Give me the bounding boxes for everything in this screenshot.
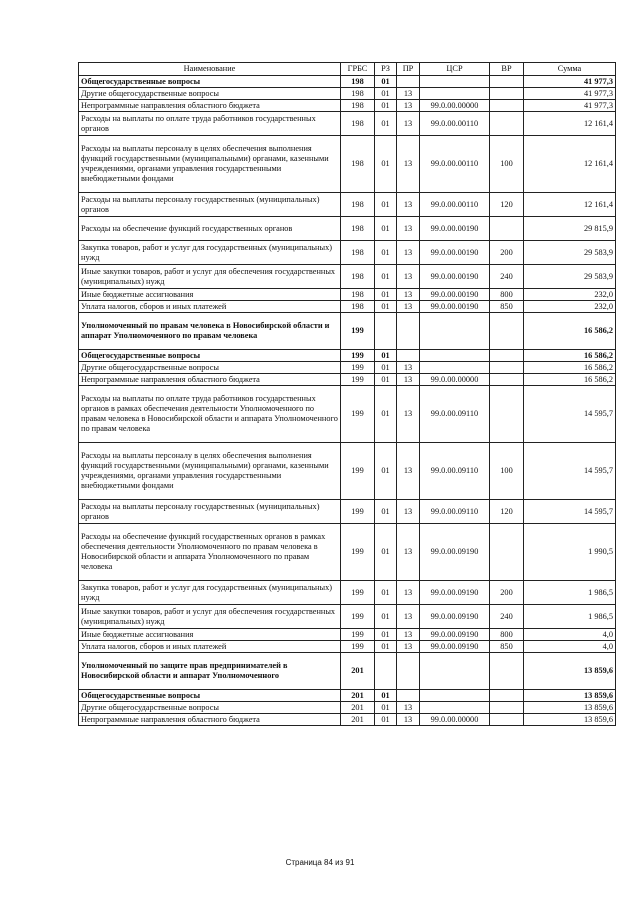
cell-name: Другие общегосударственные вопросы xyxy=(79,88,341,100)
cell-name: Расходы на выплаты по оплате труда работников государственных органов в рамках обеспечения деятельности Уполномоченного по правам человека в Новосибирской области и аппарата Уполномоченного по правам человека xyxy=(79,386,341,443)
cell-grbs: 201 xyxy=(341,702,375,714)
table-row xyxy=(79,629,616,641)
cell-vr xyxy=(490,350,524,362)
cell-grbs: 198 xyxy=(341,136,375,193)
cell-name: Уплата налогов, сборов и иных платежей xyxy=(79,301,341,313)
cell-grbs: 201 xyxy=(341,690,375,702)
cell-vr: 100 xyxy=(490,136,524,193)
cell-sum: 16 586,2 xyxy=(524,362,616,374)
cell-grbs: 199 xyxy=(341,629,375,641)
header-row xyxy=(79,63,616,76)
cell-rz: 01 xyxy=(375,88,397,100)
cell-pr xyxy=(397,76,420,88)
cell-grbs: 198 xyxy=(341,265,375,289)
cell-pr: 13 xyxy=(397,374,420,386)
table-row xyxy=(79,350,616,362)
cell-name: Уполномоченный по защите прав предпринимателей в Новосибирской области и аппарат Уполномоченного xyxy=(79,653,341,690)
cell-csr: 99.0.00.09190 xyxy=(420,605,490,629)
cell-rz: 01 xyxy=(375,362,397,374)
table-row xyxy=(79,265,616,289)
cell-pr: 13 xyxy=(397,241,420,265)
cell-rz: 01 xyxy=(375,350,397,362)
cell-vr: 100 xyxy=(490,443,524,500)
cell-grbs: 198 xyxy=(341,193,375,217)
table-row xyxy=(79,690,616,702)
cell-csr: 99.0.00.00000 xyxy=(420,714,490,726)
cell-name: Непрограммные направления областного бюджета xyxy=(79,374,341,386)
cell-vr: 200 xyxy=(490,241,524,265)
cell-vr xyxy=(490,88,524,100)
header-csr: ЦСР xyxy=(420,63,490,76)
cell-grbs: 198 xyxy=(341,217,375,241)
cell-sum: 41 977,3 xyxy=(524,88,616,100)
page-number: Страница 84 из 91 xyxy=(285,858,355,867)
cell-vr xyxy=(490,217,524,241)
cell-name: Другие общегосударственные вопросы xyxy=(79,362,341,374)
cell-grbs: 201 xyxy=(341,714,375,726)
cell-rz: 01 xyxy=(375,265,397,289)
cell-sum: 12 161,4 xyxy=(524,193,616,217)
cell-csr: 99.0.00.09110 xyxy=(420,443,490,500)
cell-pr: 13 xyxy=(397,702,420,714)
cell-sum: 13 859,6 xyxy=(524,690,616,702)
cell-vr xyxy=(490,112,524,136)
cell-vr xyxy=(490,653,524,690)
cell-sum: 12 161,4 xyxy=(524,112,616,136)
cell-sum: 4,0 xyxy=(524,629,616,641)
cell-csr: 99.0.00.00190 xyxy=(420,241,490,265)
cell-name: Иные закупки товаров, работ и услуг для обеспечения государственных (муниципальных) нужд xyxy=(79,265,341,289)
cell-name: Расходы на выплаты персоналу в целях обеспечения выполнения функций государственными (муниципальными) органами, казенными учреждениями, органами управления государственными внебюджетными фондами xyxy=(79,136,341,193)
cell-name: Расходы на выплаты по оплате труда работников государственных органов xyxy=(79,112,341,136)
cell-name: Иные бюджетные ассигнования xyxy=(79,629,341,641)
table-row xyxy=(79,581,616,605)
cell-grbs: 199 xyxy=(341,581,375,605)
table-row xyxy=(79,100,616,112)
cell-sum: 29 583,9 xyxy=(524,241,616,265)
cell-sum: 16 586,2 xyxy=(524,313,616,350)
table-row xyxy=(79,112,616,136)
cell-sum: 29 815,9 xyxy=(524,217,616,241)
cell-name: Общегосударственные вопросы xyxy=(79,690,341,702)
cell-sum: 14 595,7 xyxy=(524,443,616,500)
cell-name: Уполномоченный по правам человека в Новосибирской области и аппарат Уполномоченного по правам человека xyxy=(79,313,341,350)
cell-sum: 14 595,7 xyxy=(524,500,616,524)
cell-vr xyxy=(490,76,524,88)
header-grbs: ГРБС xyxy=(341,63,375,76)
cell-rz xyxy=(375,313,397,350)
cell-csr: 99.0.00.00000 xyxy=(420,100,490,112)
cell-csr: 99.0.00.00190 xyxy=(420,301,490,313)
cell-vr: 850 xyxy=(490,641,524,653)
cell-pr: 13 xyxy=(397,265,420,289)
cell-sum: 232,0 xyxy=(524,301,616,313)
cell-name: Расходы на обеспечение функций государственных органов в рамках обеспечения деятельности Уполномоченного по правам человека в Новосибирской области и аппарата Уполномоченного по правам человека xyxy=(79,524,341,581)
cell-vr: 800 xyxy=(490,629,524,641)
cell-name: Непрограммные направления областного бюджета xyxy=(79,100,341,112)
cell-vr xyxy=(490,690,524,702)
cell-csr: 99.0.00.09110 xyxy=(420,500,490,524)
cell-rz: 01 xyxy=(375,581,397,605)
cell-rz: 01 xyxy=(375,76,397,88)
cell-grbs: 198 xyxy=(341,289,375,301)
cell-vr xyxy=(490,714,524,726)
cell-vr xyxy=(490,100,524,112)
table-row xyxy=(79,88,616,100)
table-row xyxy=(79,714,616,726)
cell-rz: 01 xyxy=(375,100,397,112)
header-pr: ПР xyxy=(397,63,420,76)
cell-csr: 99.0.00.09190 xyxy=(420,641,490,653)
cell-pr: 13 xyxy=(397,136,420,193)
cell-pr: 13 xyxy=(397,629,420,641)
cell-name: Непрограммные направления областного бюджета xyxy=(79,714,341,726)
cell-pr xyxy=(397,350,420,362)
cell-pr: 13 xyxy=(397,301,420,313)
table-row xyxy=(79,443,616,500)
cell-csr xyxy=(420,653,490,690)
table-row xyxy=(79,241,616,265)
cell-vr: 240 xyxy=(490,265,524,289)
header-vr: ВР xyxy=(490,63,524,76)
cell-csr: 99.0.00.00190 xyxy=(420,265,490,289)
cell-name: Общегосударственные вопросы xyxy=(79,350,341,362)
cell-name: Закупка товаров, работ и услуг для государственных (муниципальных) нужд xyxy=(79,581,341,605)
table-row xyxy=(79,641,616,653)
header-sum: Сумма xyxy=(524,63,616,76)
cell-vr: 800 xyxy=(490,289,524,301)
cell-name: Расходы на выплаты персоналу государственных (муниципальных) органов xyxy=(79,193,341,217)
cell-csr xyxy=(420,313,490,350)
cell-pr: 13 xyxy=(397,714,420,726)
cell-grbs: 199 xyxy=(341,605,375,629)
cell-rz: 01 xyxy=(375,112,397,136)
cell-vr xyxy=(490,524,524,581)
cell-name: Расходы на выплаты персоналу в целях обеспечения выполнения функций государственными (муниципальными) органами, казенными учреждениями, органами управления государственными внебюджетными фондами xyxy=(79,443,341,500)
cell-pr: 13 xyxy=(397,641,420,653)
table-row xyxy=(79,193,616,217)
cell-pr: 13 xyxy=(397,386,420,443)
cell-csr xyxy=(420,690,490,702)
table-row xyxy=(79,362,616,374)
table-row xyxy=(79,313,616,350)
cell-csr xyxy=(420,76,490,88)
cell-sum: 4,0 xyxy=(524,641,616,653)
cell-rz: 01 xyxy=(375,641,397,653)
table-row xyxy=(79,605,616,629)
table-row xyxy=(79,301,616,313)
cell-vr xyxy=(490,374,524,386)
cell-sum: 16 586,2 xyxy=(524,350,616,362)
cell-rz: 01 xyxy=(375,690,397,702)
cell-vr: 240 xyxy=(490,605,524,629)
cell-pr: 13 xyxy=(397,362,420,374)
cell-name: Иные бюджетные ассигнования xyxy=(79,289,341,301)
cell-csr xyxy=(420,350,490,362)
cell-pr xyxy=(397,690,420,702)
cell-grbs: 199 xyxy=(341,362,375,374)
cell-rz xyxy=(375,653,397,690)
cell-pr: 13 xyxy=(397,112,420,136)
cell-csr: 99.0.00.00110 xyxy=(420,112,490,136)
cell-grbs: 199 xyxy=(341,443,375,500)
header-name: Наименование xyxy=(79,63,341,76)
cell-csr: 99.0.00.00110 xyxy=(420,136,490,193)
cell-grbs: 199 xyxy=(341,500,375,524)
cell-csr xyxy=(420,702,490,714)
cell-grbs: 199 xyxy=(341,313,375,350)
cell-sum: 16 586,2 xyxy=(524,374,616,386)
cell-rz: 01 xyxy=(375,605,397,629)
cell-name: Расходы на обеспечение функций государственных органов xyxy=(79,217,341,241)
cell-csr: 99.0.00.00190 xyxy=(420,289,490,301)
table-row xyxy=(79,76,616,88)
table-row xyxy=(79,136,616,193)
table-row xyxy=(79,289,616,301)
cell-csr: 99.0.00.00000 xyxy=(420,374,490,386)
cell-grbs: 198 xyxy=(341,88,375,100)
cell-grbs: 199 xyxy=(341,524,375,581)
cell-sum: 1 986,5 xyxy=(524,605,616,629)
cell-vr xyxy=(490,702,524,714)
cell-sum: 41 977,3 xyxy=(524,76,616,88)
cell-vr: 850 xyxy=(490,301,524,313)
cell-name: Иные закупки товаров, работ и услуг для обеспечения государственных (муниципальных) нужд xyxy=(79,605,341,629)
cell-rz: 01 xyxy=(375,193,397,217)
cell-csr xyxy=(420,88,490,100)
cell-pr: 13 xyxy=(397,217,420,241)
cell-csr: 99.0.00.00190 xyxy=(420,217,490,241)
cell-sum: 1 986,5 xyxy=(524,581,616,605)
cell-rz: 01 xyxy=(375,500,397,524)
cell-rz: 01 xyxy=(375,374,397,386)
table-row xyxy=(79,500,616,524)
cell-pr: 13 xyxy=(397,443,420,500)
cell-sum: 1 990,5 xyxy=(524,524,616,581)
cell-pr: 13 xyxy=(397,289,420,301)
cell-rz: 01 xyxy=(375,524,397,581)
cell-pr: 13 xyxy=(397,100,420,112)
cell-sum: 29 583,9 xyxy=(524,265,616,289)
table-row xyxy=(79,374,616,386)
cell-pr: 13 xyxy=(397,605,420,629)
table-row xyxy=(79,653,616,690)
cell-csr: 99.0.00.09190 xyxy=(420,524,490,581)
cell-grbs: 198 xyxy=(341,76,375,88)
cell-grbs: 199 xyxy=(341,641,375,653)
cell-rz: 01 xyxy=(375,714,397,726)
cell-rz: 01 xyxy=(375,629,397,641)
cell-sum: 14 595,7 xyxy=(524,386,616,443)
cell-sum: 13 859,6 xyxy=(524,714,616,726)
cell-grbs: 199 xyxy=(341,386,375,443)
cell-pr xyxy=(397,653,420,690)
cell-grbs: 201 xyxy=(341,653,375,690)
cell-vr xyxy=(490,386,524,443)
table-row xyxy=(79,217,616,241)
cell-name: Уплата налогов, сборов и иных платежей xyxy=(79,641,341,653)
cell-csr: 99.0.00.09190 xyxy=(420,581,490,605)
cell-pr: 13 xyxy=(397,88,420,100)
cell-pr: 13 xyxy=(397,500,420,524)
cell-csr: 99.0.00.00110 xyxy=(420,193,490,217)
table-row xyxy=(79,524,616,581)
cell-vr: 120 xyxy=(490,193,524,217)
cell-rz: 01 xyxy=(375,301,397,313)
cell-name: Другие общегосударственные вопросы xyxy=(79,702,341,714)
cell-pr: 13 xyxy=(397,524,420,581)
cell-vr xyxy=(490,362,524,374)
cell-name: Закупка товаров, работ и услуг для государственных (муниципальных) нужд xyxy=(79,241,341,265)
budget-table xyxy=(78,62,616,726)
cell-csr xyxy=(420,362,490,374)
cell-pr: 13 xyxy=(397,581,420,605)
cell-vr xyxy=(490,313,524,350)
cell-sum: 12 161,4 xyxy=(524,136,616,193)
cell-grbs: 199 xyxy=(341,374,375,386)
cell-csr: 99.0.00.09190 xyxy=(420,629,490,641)
cell-rz: 01 xyxy=(375,217,397,241)
cell-pr xyxy=(397,313,420,350)
cell-rz: 01 xyxy=(375,289,397,301)
cell-sum: 41 977,3 xyxy=(524,100,616,112)
cell-rz: 01 xyxy=(375,443,397,500)
cell-grbs: 198 xyxy=(341,241,375,265)
cell-rz: 01 xyxy=(375,702,397,714)
table-body xyxy=(79,76,616,726)
cell-name: Расходы на выплаты персоналу государственных (муниципальных) органов xyxy=(79,500,341,524)
cell-vr: 200 xyxy=(490,581,524,605)
cell-sum: 13 859,6 xyxy=(524,653,616,690)
cell-vr: 120 xyxy=(490,500,524,524)
table-row xyxy=(79,386,616,443)
cell-sum: 232,0 xyxy=(524,289,616,301)
cell-grbs: 198 xyxy=(341,100,375,112)
cell-name: Общегосударственные вопросы xyxy=(79,76,341,88)
cell-rz: 01 xyxy=(375,241,397,265)
header-rz: РЗ xyxy=(375,63,397,76)
cell-grbs: 198 xyxy=(341,112,375,136)
cell-grbs: 199 xyxy=(341,350,375,362)
cell-pr: 13 xyxy=(397,193,420,217)
cell-rz: 01 xyxy=(375,136,397,193)
cell-grbs: 198 xyxy=(341,301,375,313)
cell-rz: 01 xyxy=(375,386,397,443)
table-row xyxy=(79,702,616,714)
cell-csr: 99.0.00.09110 xyxy=(420,386,490,443)
cell-sum: 13 859,6 xyxy=(524,702,616,714)
